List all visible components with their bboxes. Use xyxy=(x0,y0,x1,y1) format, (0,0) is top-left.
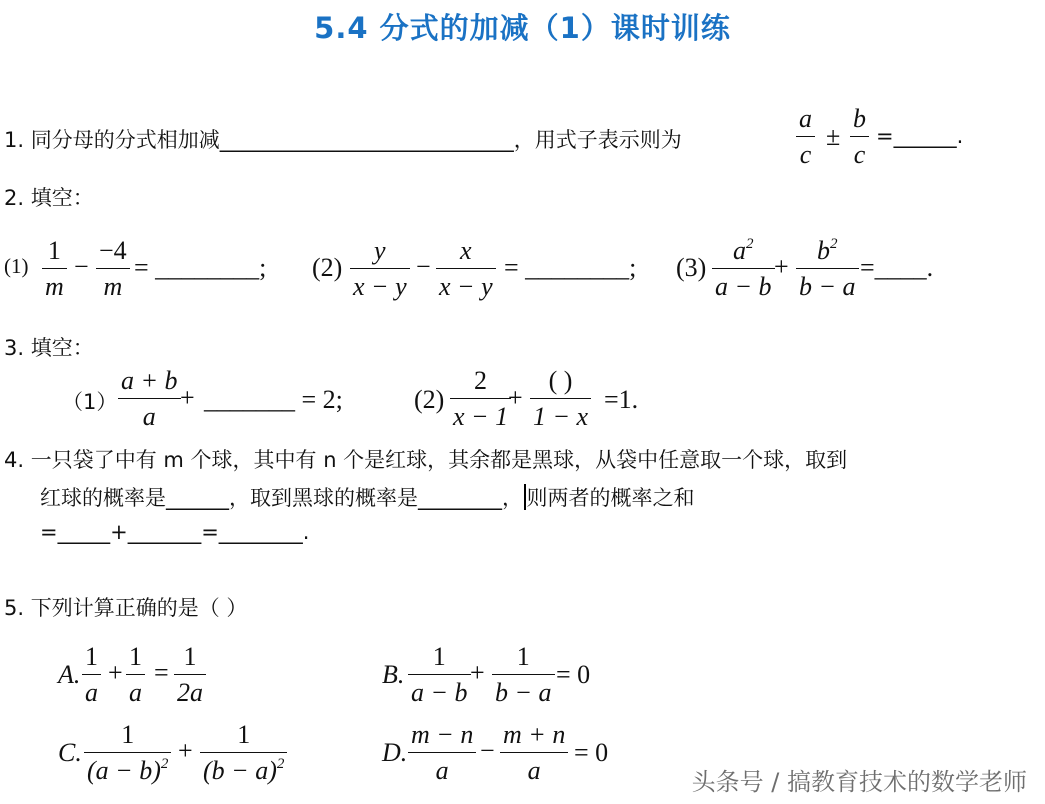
q2-p3-fraction-2 xyxy=(796,236,859,302)
text-cursor xyxy=(524,484,526,510)
numerator: 1 xyxy=(492,642,555,675)
numerator: 1 xyxy=(200,720,287,753)
option-c-fraction-2 xyxy=(200,720,287,786)
denominator: a xyxy=(435,756,449,785)
numerator: $b^2$ xyxy=(796,236,859,269)
numerator: m − n xyxy=(408,720,476,753)
denominator: c xyxy=(799,140,812,169)
question-5-label: 5. 下列计算正确的是（ ） xyxy=(4,596,248,620)
denominator-text: (a − b) xyxy=(87,756,161,785)
denominator: m xyxy=(45,272,64,301)
denominator: m xyxy=(103,272,123,301)
q3-p1-answer-blank: _______ = 2; xyxy=(204,385,343,414)
denominator: a xyxy=(142,402,156,431)
q3-p2-fraction-2 xyxy=(530,366,591,432)
numerator: x xyxy=(436,236,496,269)
q2-part-1-tag: (1) xyxy=(4,254,29,278)
option-b-result: = 0 xyxy=(556,660,591,689)
denominator: $(b - a)^2$ xyxy=(203,756,285,785)
option-c-fraction-1 xyxy=(84,720,171,786)
q3-part-2-tag: (2) xyxy=(414,385,445,414)
numerator: $a^2$ xyxy=(712,236,775,269)
question-2-label: 2. 填空： xyxy=(4,186,94,210)
minus-operator: − xyxy=(74,252,89,281)
option-a-fraction-1 xyxy=(82,642,101,708)
q2-p1-fraction-2 xyxy=(96,236,130,302)
q1-answer-blank: =______. xyxy=(876,124,964,148)
q3-p1-fraction xyxy=(118,366,181,432)
question-3-label: 3. 填空： xyxy=(4,336,94,360)
numerator: 1 xyxy=(174,642,206,675)
numerator: 2 xyxy=(450,366,511,399)
numerator: 1 xyxy=(82,642,101,675)
q4-sum-text: 则两者的概率之和 xyxy=(526,486,695,510)
option-b-fraction-2 xyxy=(492,642,555,708)
q2-p2-fraction-2 xyxy=(436,236,496,302)
numerator: y xyxy=(350,236,410,269)
numerator-text: b xyxy=(817,236,831,265)
q3-part-1-tag: （1） xyxy=(62,390,118,414)
q2-p2-answer-blank: = ________; xyxy=(504,253,637,282)
minus-operator: − xyxy=(416,252,431,281)
question-4-line-2 xyxy=(40,482,695,512)
denominator: $(a - b)^2$ xyxy=(87,756,169,785)
plus-minus-operator: ± xyxy=(826,122,841,151)
denominator: a xyxy=(85,678,98,707)
plus-operator: + xyxy=(774,252,789,281)
denominator: x − y xyxy=(439,272,493,301)
denominator: b − a xyxy=(495,678,552,707)
numerator: −4 xyxy=(96,236,130,269)
numerator: b xyxy=(850,104,869,137)
denominator: x − y xyxy=(353,272,407,301)
minus-operator: − xyxy=(480,736,495,765)
denominator: 2a xyxy=(177,678,203,707)
page-title: 5.4 分式的加减（1）课时训练 xyxy=(314,11,731,45)
q2-p3-answer-blank: =____. xyxy=(860,253,934,282)
denominator-text: (b − a) xyxy=(203,756,277,785)
option-a-tag: A. xyxy=(58,660,81,689)
option-d-fraction-1 xyxy=(408,720,476,786)
q2-part-3-tag: (3) xyxy=(676,253,707,282)
numerator: 1 xyxy=(408,642,471,675)
option-c-tag: C. xyxy=(58,738,82,767)
numerator: m + n xyxy=(500,720,568,753)
plus-operator: + xyxy=(470,658,485,687)
q2-p2-fraction-1 xyxy=(350,236,410,302)
plus-operator: + xyxy=(508,383,523,412)
q2-part-2-tag: (2) xyxy=(312,253,343,282)
plus-operator: + xyxy=(178,736,193,765)
option-d-fraction-2 xyxy=(500,720,568,786)
q2-p3-fraction-1 xyxy=(712,236,775,302)
denominator: x − 1 xyxy=(453,402,509,431)
denominator: a xyxy=(527,756,541,785)
option-a-fraction-2 xyxy=(126,642,145,708)
denominator: a xyxy=(129,678,142,707)
plus-operator: + xyxy=(108,658,123,687)
numerator: a + b xyxy=(118,366,181,399)
question-1-text: 1. 同分母的分式相加减____________________________，用式子表示则为 xyxy=(4,128,682,152)
denominator: a − b xyxy=(411,678,468,707)
plus-operator: + xyxy=(180,383,195,412)
question-4-line-1: 4. 一只袋了中有 m 个球，其中有 n 个是红球，其余都是黑球，从袋中任意取一个球，取到 xyxy=(4,448,848,472)
q1-fraction-b-over-c xyxy=(850,104,869,170)
q3-p2-fraction-1 xyxy=(450,366,511,432)
option-b-fraction-1 xyxy=(408,642,471,708)
numerator: 1 xyxy=(84,720,171,753)
denominator: 1 − x xyxy=(533,402,589,431)
numerator-text: a xyxy=(733,236,747,265)
q2-p1-answer-blank: = ________; xyxy=(134,253,267,282)
numerator: a xyxy=(796,104,815,137)
option-d-result: = 0 xyxy=(574,738,609,767)
q2-p1-fraction-1 xyxy=(42,236,67,302)
q4-blanks-text: 红球的概率是______，取到黑球的概率是________， xyxy=(40,486,523,510)
denominator: a − b xyxy=(715,272,772,301)
q3-p2-answer-blank: =1. xyxy=(604,385,639,414)
denominator: c xyxy=(853,140,866,169)
option-d-tag: D. xyxy=(382,738,408,767)
numerator: ( ) xyxy=(530,366,591,399)
numerator: 1 xyxy=(126,642,145,675)
equals-operator: = xyxy=(154,658,169,687)
option-a-fraction-3 xyxy=(174,642,206,708)
question-4-line-3: =_____+_______=________. xyxy=(40,520,310,544)
option-b-tag: B. xyxy=(382,660,405,689)
numerator: 1 xyxy=(42,236,67,269)
q1-fraction-a-over-c xyxy=(796,104,815,170)
watermark: 头条号 / 搞教育技术的数学老师 xyxy=(691,768,1027,796)
denominator: b − a xyxy=(799,272,856,301)
